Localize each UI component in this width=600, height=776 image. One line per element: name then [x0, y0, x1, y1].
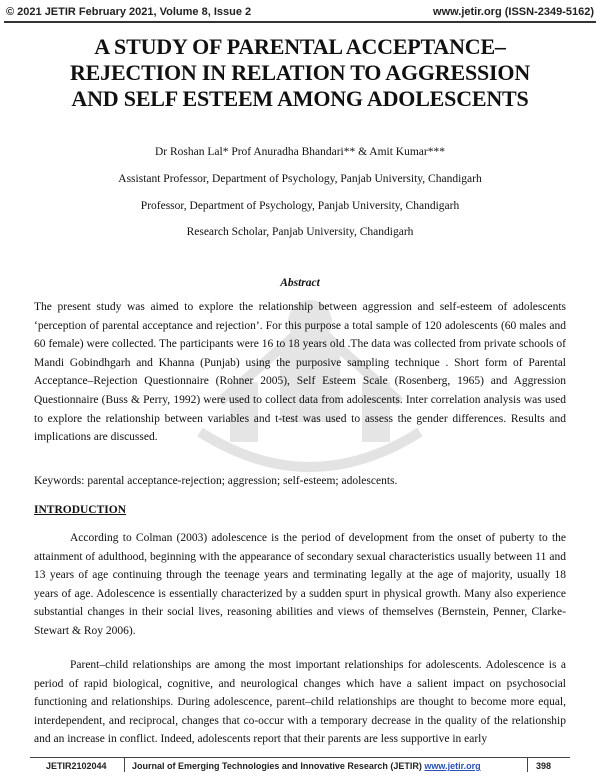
abstract-heading: Abstract [280, 277, 320, 289]
affiliation-3: Research Scholar, Panjab University, Chandigarh [186, 226, 414, 238]
introduction-heading: INTRODUCTION [34, 504, 127, 516]
title-line-2: REJECTION IN RELATION TO AGGRESSION [69, 60, 531, 85]
paper-title [30, 34, 570, 112]
journal-website-issn: www.jetir.org (ISSN-2349-5162) [433, 6, 594, 18]
keywords: Keywords: parental acceptance-rejection; aggression; self-esteem; adolescents. [34, 475, 398, 487]
footer-separator [124, 758, 125, 772]
title-line-1: A STUDY OF PARENTAL ACCEPTANCE– [94, 34, 506, 59]
title-line-3: AND SELF ESTEEM AMONG ADOLESCENTS [71, 86, 529, 111]
affiliation-2: Professor, Department of Psychology, Panjab University, Chandigarh [140, 200, 460, 212]
footer-separator [527, 758, 528, 772]
journal-issue-info: © 2021 JETIR February 2021, Volume 8, Issue 2 [6, 6, 252, 18]
authors: Dr Roshan Lal* Prof Anuradha Bhandari** & Amit Kumar*** [154, 146, 445, 158]
page-footer [6, 758, 594, 772]
article-code: JETIR2102044 [46, 761, 107, 771]
affiliation-1: Assistant Professor, Department of Psychology, Panjab University, Chandigarh [118, 173, 482, 185]
journal-link[interactable]: www.jetir.org [424, 761, 481, 771]
intro-paragraph-2: Parent–child relationships are among the most important relationships for adolescents. Adolescence is a period of rapid biological, cognitive, and neurological changes which have a salient impact on psychosocial functioning and relationships. During adolescence, parent–child relationships are thought to become more equal, interdependent, and reciprocal, changes that co-occur with a temporary decrease in the quality of the relationship and an increase in conflict. Indeed, adolescents report that their parents are less supportive in early [34, 659, 566, 746]
header-rule [4, 21, 596, 23]
abstract-text: The present study was aimed to explore the relationship between aggression and self-esteem of adolescents ‘perception of parental acceptance and rejection’. For this purpose a total sample of 120 adolescents (60 males and 60 female) were collected. The participants were 16 to 18 years old .The data was collected from private schools of Mandi Gobindhgarh and Khanna (Punjab) using the purposive sampling technique . Short form of Parental Acceptance–Rejection Questionnaire (Rohner 2005), Self Esteem Scale (Rosenberg, 1965) and Aggression Questionnaire (Buss & Perry, 1992) were used to collect data from adolescents. Inter correlation analysis was used to explore the relationship between variables and t-test was used to assess the gender differences. Results and implications are discussed. [34, 301, 566, 444]
journal-name: Journal of Emerging Technologies and Innovative Research (JETIR) [132, 761, 422, 771]
page-number: 398 [536, 761, 552, 771]
intro-paragraph-1: According to Colman (2003) adolescence is the period of development from the onset of puberty to the attainment of adulthood, beginning with the appearance of secondary sexual characteristics usually between 11 and 13 years of age continuing through the teenage years and terminating legally at the age of majority, usually 18 years of age. Adolescence is essentially characterized by a sudden spurt in physical growth. Many also experience substantial changes in their social lives, reasoning abilities and views of themselves (Bernstein, Penner, Clarke-Stewart & Roy 2006). [34, 532, 566, 637]
footer-journal [132, 761, 481, 771]
running-header [6, 6, 594, 20]
